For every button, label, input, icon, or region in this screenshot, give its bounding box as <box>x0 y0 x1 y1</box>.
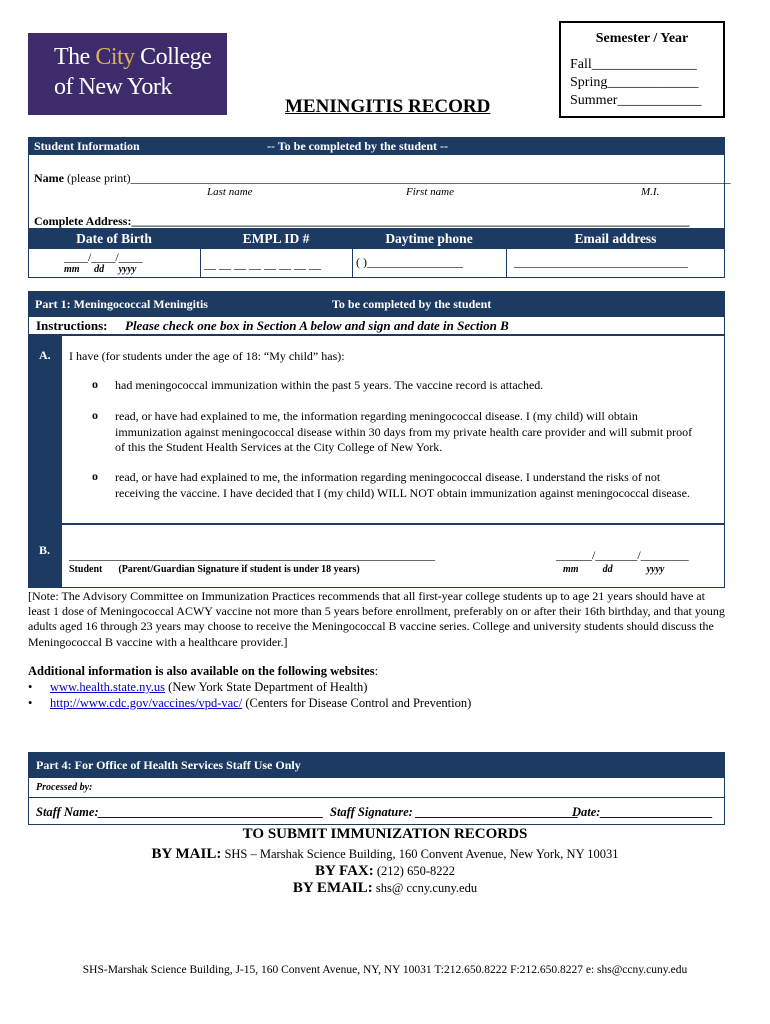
semester-spring-field[interactable]: Spring_____________ <box>570 75 699 90</box>
signature-line[interactable]: _____________________________________________________________ <box>69 548 435 562</box>
semester-summer-field[interactable]: Summer____________ <box>570 93 702 108</box>
last-name-label: Last name <box>207 186 253 198</box>
signature-date-field[interactable]: ______/_______/________ <box>556 548 689 562</box>
student-info-title: Student Information <box>34 139 140 153</box>
submit-fax: BY FAX: (212) 650-8222 <box>315 863 455 879</box>
part1-title: Part 1: Meningococcal Meningitis <box>35 297 208 311</box>
part4-header <box>28 752 725 777</box>
checkbox-option-1[interactable]: o <box>92 377 98 391</box>
divider <box>200 248 201 278</box>
instructions-label: Instructions: <box>36 318 108 333</box>
instructions-text: Please check one box in Section A below and sign and date in Section B <box>125 318 509 333</box>
nys-health-link[interactable]: www.health.state.ny.us <box>50 680 166 694</box>
section-b-label: B. <box>39 543 51 557</box>
submit-email: BY EMAIL: shs@ ccny.cuny.edu <box>292 880 478 896</box>
phone-field[interactable]: ( )________________ <box>356 255 463 269</box>
section-a-intro: I have (for students under the age of 18: “My child” has): <box>69 349 345 363</box>
email-header: Email address <box>506 229 725 248</box>
address-field[interactable]: Complete Address:_____________________________________________________________________________________________ <box>34 214 690 228</box>
college-logo <box>28 33 227 115</box>
processed-by-label: Processed by: <box>36 782 93 793</box>
semester-fall-field[interactable]: Fall_______________ <box>570 57 697 72</box>
dob-format-labels: mm dd yyyy <box>64 264 137 275</box>
staff-date-field[interactable]: Date:__________________ <box>572 805 713 819</box>
signature-labels: Student (Parent/Guardian Signature if student is under 18 years) <box>69 564 360 575</box>
dob-field[interactable]: ____/____/____ <box>64 250 143 264</box>
middle-initial-label: M.I. <box>641 186 660 198</box>
first-name-label: First name <box>406 186 454 198</box>
empl-id-field[interactable]: __ __ __ __ __ __ __ __ <box>204 257 321 271</box>
section-a-label: A. <box>39 348 51 362</box>
part1-completion-note: To be completed by the student <box>332 297 492 311</box>
semester-year-box <box>559 21 725 118</box>
cdc-link[interactable]: http://www.cdc.gov/vaccines/vpd-vac/ <box>50 696 243 710</box>
instructions-row <box>28 316 725 335</box>
section-b-marker <box>28 524 61 588</box>
option-1-text: had meningococcal immunization within the past 5 years. The vaccine record is attached. <box>115 378 544 392</box>
footer-contact: SHS-Marshak Science Building, J-15, 160 Convent Avenue, NY, NY 10031 T:212.650.8222 F:212.650.8227 e: shs@ccny.cuny.edu <box>82 964 688 976</box>
student-info-header <box>28 137 725 154</box>
submit-mail: BY MAIL: SHS – Marshak Science Building, 160 Convent Avenue, New York, NY 10031 <box>151 846 619 862</box>
email-field[interactable]: _____________________________ <box>514 255 688 269</box>
link-item: • www.health.state.ny.us (New York State Department of Health) <box>28 680 368 694</box>
part1-header <box>28 291 725 316</box>
option-2-text: read, or have had explained to me, the information regarding meningococcal disease. I (my child) will obtain immunization against meningococcal disease within 30 days from my private health care provider and will submit proof of this the Student Health Services at the City College of New York. <box>115 409 693 454</box>
acip-note: [Note: The Advisory Committee on Immunization Practices recommends that all first-year college students up to age 21 years should have at least 1 dose of Meningococcal ACWY vaccine not more than 5 years before enrollment, preferably on or after their 16th birthday, and that young adults aged 16 through 23 years may choose to receive the Meningococcal B vaccine series. College and university students should discuss the Meningococcal B vaccine with a healthcare provider.] <box>28 589 725 649</box>
logo-line-1: The City College <box>54 44 212 70</box>
checkbox-option-3[interactable]: o <box>92 469 98 483</box>
semester-title: Semester / Year <box>595 31 689 46</box>
student-info-instruction: -- To be completed by the student -- <box>267 139 449 153</box>
checkbox-option-2[interactable]: o <box>92 408 98 422</box>
option-3-text: read, or have had explained to me, the information regarding meningococcal disease. I understand the risks of not receiving the vaccine. I have decided that I (my child) WILL NOT obtain immunization against meningococcal disease. <box>115 470 690 500</box>
form-title: MENINGITIS RECORD <box>285 96 491 117</box>
divider <box>28 797 725 798</box>
additional-info-heading: Additional information is also available on the following websites: <box>28 664 379 678</box>
logo-line-2: of New York <box>54 74 172 100</box>
part4-title: Part 4: For Office of Health Services Staff Use Only <box>36 758 301 772</box>
divider <box>352 248 353 278</box>
phone-header: Daytime phone <box>352 229 506 248</box>
link-item: • http://www.cdc.gov/vaccines/vpd-vac/ (Centers for Disease Control and Prevention) <box>28 696 472 710</box>
signature-date-format: mm dd yyyy <box>563 564 665 575</box>
submit-title: TO SUBMIT IMMUNIZATION RECORDS <box>242 826 528 842</box>
staff-signature-field[interactable]: Staff Signature: __________________________ <box>330 805 579 819</box>
empl-id-header: EMPL ID # <box>200 229 352 248</box>
section-a-marker <box>28 335 61 524</box>
divider <box>506 248 507 278</box>
name-field[interactable]: Name (please print)____________________________________________________________________________________________________ <box>34 171 731 185</box>
staff-name-field[interactable]: Staff Name:____________________________________ <box>36 805 324 819</box>
dob-header: Date of Birth <box>28 229 200 248</box>
